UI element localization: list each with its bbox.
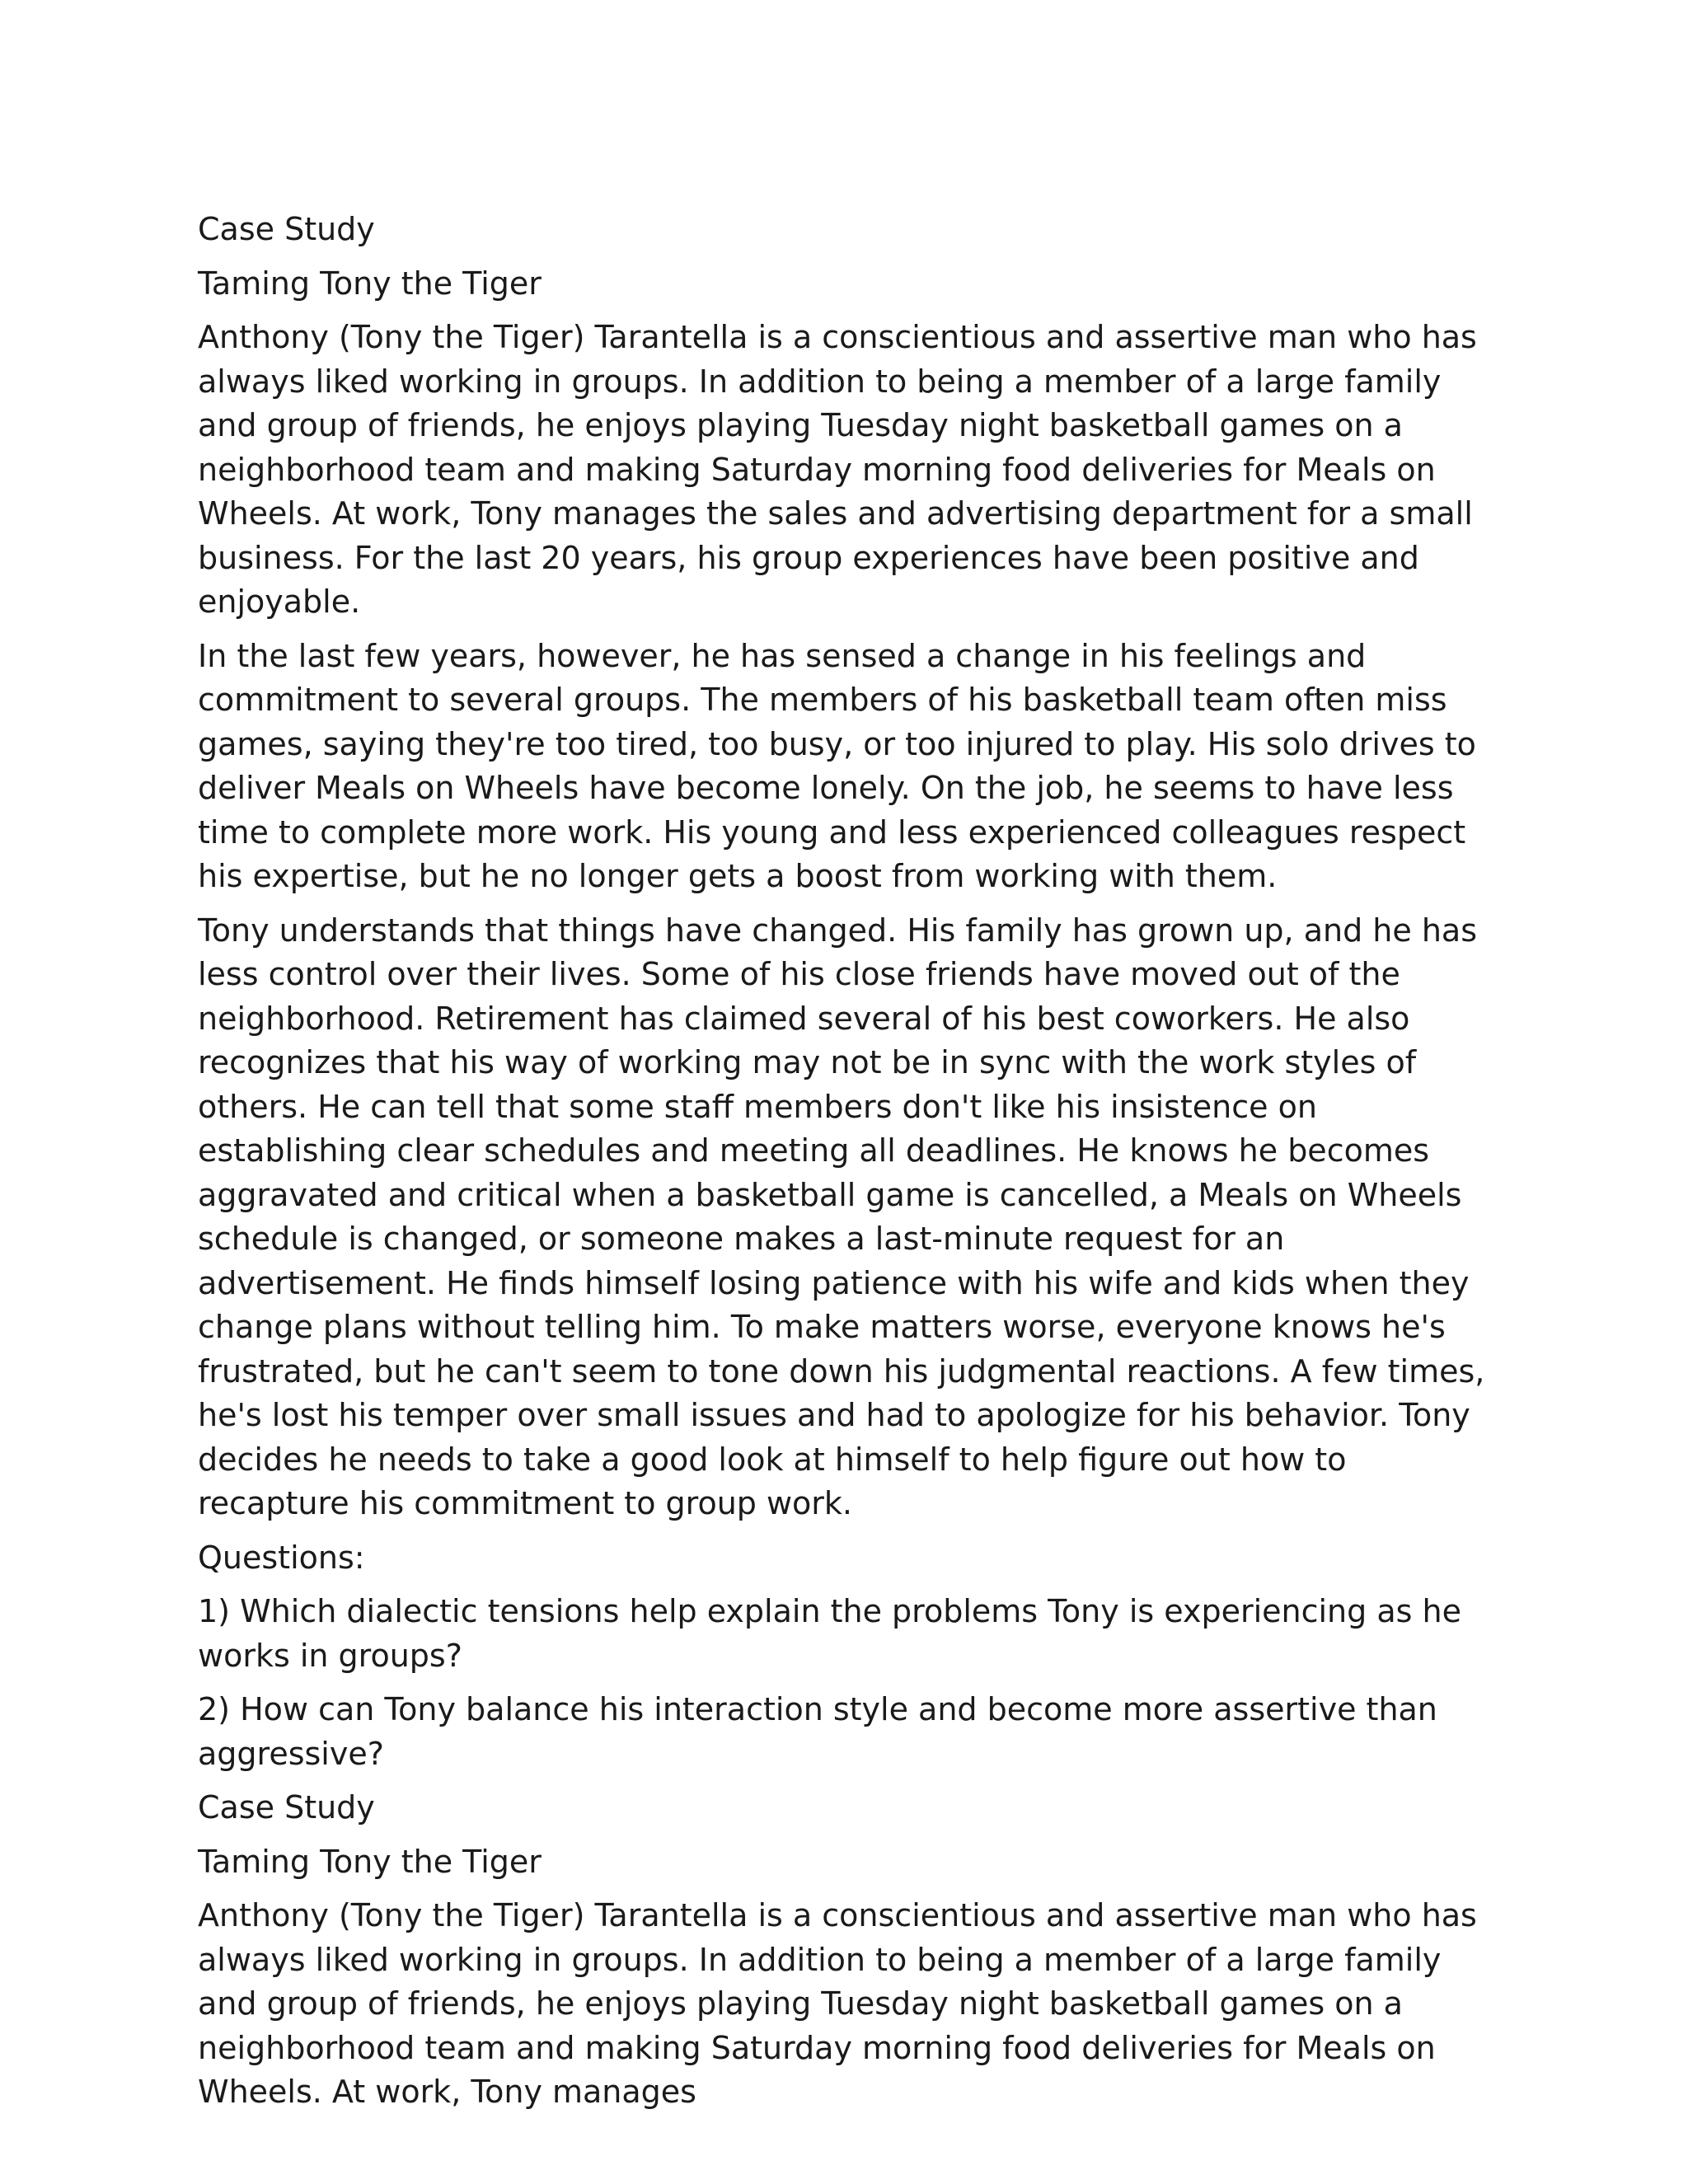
case-study-heading: Case Study [198,1789,375,1825]
question-item: 1) Which dialectic tensions help explain the problems Tony is experiencing as he works in groups? [198,1593,1461,1674]
case-study-heading: Case Study [198,211,375,247]
case-study-title: Taming Tony the Tiger [198,265,542,302]
body-paragraph: Anthony (Tony the Tiger) Tarantella is a conscientious and assertive man who has always liked working in groups. In addition to being a member of a large family and group of friends, he enjoys playing Tuesday night basketball games on a neighborhood team and making Saturday morning food deliveries for Meals on Wheels. At work, Tony manages [198,1897,1477,2110]
body-paragraph: Tony understands that things have changed. His family has grown up, and he has less control over their lives. Some of his close friends have moved out of the neighborhood. Retirement has claimed several of his best coworkers. He also recognizes that his way of working may not be in sync with the work styles of others. He can tell that some staff members don't like his insistence on establishing clear schedules and meeting all deadlines. He knows he becomes aggravated and critical when a basketball game is cancelled, a Meals on Wheels schedule is changed, or someone makes a last-minute request for an advertisement. He finds himself losing patience with his wife and kids when they change plans without telling him. To make matters worse, everyone knows he's frustrated, but he can't seem to tone down his judgmental reactions. A few times, he's lost his temper over small issues and had to apologize for his behavior. Tony decides he needs to take a good look at himself to help figure out how to recapture his commitment to group work. [198,912,1485,1521]
document-body [198,208,1490,2125]
question-item: 2) How can Tony balance his interaction style and become more assertive than aggressive? [198,1691,1437,1772]
questions-label: Questions: [198,1539,365,1576]
body-paragraph: Anthony (Tony the Tiger) Tarantella is a conscientious and assertive man who has always liked working in groups. In addition to being a member of a large family and group of friends, he enjoys playing Tuesday night basketball games on a neighborhood team and making Saturday morning food deliveries for Meals on Wheels. At work, Tony manages the sales and advertising department for a small business. For the last 20 years, his group experiences have been positive and enjoyable. [198,319,1477,620]
body-paragraph: In the last few years, however, he has sensed a change in his feelings and commitment to several groups. The members of his basketball team often miss games, saying they're too tired, too busy, or too injured to play. His solo drives to deliver Meals on Wheels have become lonely. On the job, he seems to have less time to complete more work. His young and less experienced colleagues respect his expertise, but he no longer gets a boost from working with them. [198,637,1476,894]
case-study-title: Taming Tony the Tiger [198,1843,542,1880]
